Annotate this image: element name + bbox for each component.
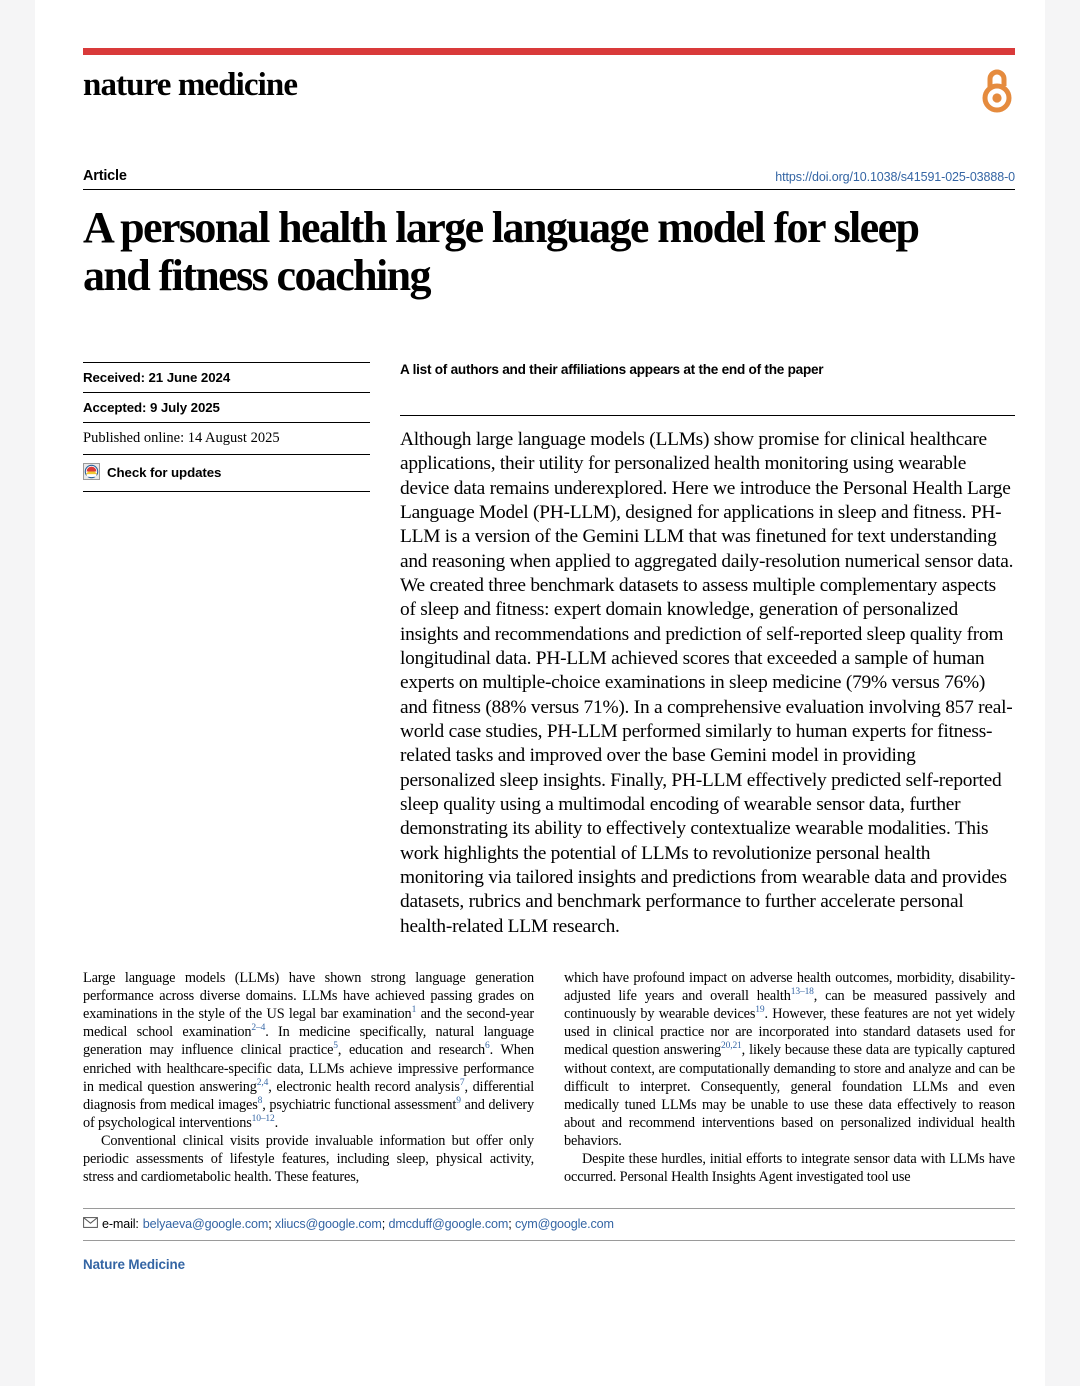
citation-ref[interactable]: 10–12 (251, 1113, 275, 1124)
email-link[interactable]: cym@google.com (514, 1217, 614, 1232)
body-column-gap (534, 969, 564, 1186)
abstract-column (400, 362, 1015, 939)
email-label: e-mail: (102, 1217, 139, 1232)
citation-ref[interactable]: 8 (257, 1095, 263, 1106)
journal-logo[interactable]: nature medicine (83, 67, 298, 103)
citation-ref[interactable]: 2,4 (256, 1077, 269, 1088)
envelope-icon (83, 1217, 98, 1231)
correspondence-line (83, 1209, 1015, 1240)
email-link[interactable]: xliucs@google.com (274, 1217, 382, 1232)
body-columns (83, 969, 1015, 1186)
publication-history (83, 362, 370, 939)
column-gap (370, 362, 400, 939)
abstract-text: Although large language models (LLMs) show promise for clinical healthcare applications, their utility for personalized health monitoring using wearable device data remains underexplored. Here we introduce the Personal Health Large Language Model (PH-LLM), designed for applications in sleep and fitness. PH-LLM is a version of the Gemini LLM that was finetuned for text understanding and reasoning when applied to aggregated daily-resolution numerical sensor data. We created three benchmark datasets to assess multiple complementary aspects of sleep and fitness: expert domain knowledge, generation of personalized insights and recommendations and prediction of self-reported sleep quality from longitudinal data. PH-LLM achieved scores that exceeded a sample of human experts on multiple-choice examinations in sleep medicine (79% versus 76%) and fitness (88% versus 71%). In a comprehensive evaluation involving 857 real-world case studies, PH-LLM performed similarly to human experts for fitness-related tasks and improved over the base Gemini model in providing personalized sleep insights. Finally, PH-LLM effectively predicted self-reported sleep quality using a multimodal encoding of wearable sensor data, further demonstrating its ability to effectively contextualize wearable modalities. This work highlights the potential of LLMs to revolutionize personal health monitoring via tailored insights and predictions from wearable data and provides datasets, rubrics and benchmark performance to further accelerate personal health-related LLM research. (400, 428, 1014, 937)
citation-ref[interactable]: 6 (485, 1041, 490, 1052)
meta-divider-bottom (83, 491, 370, 492)
citation-ref[interactable]: 2–4 (251, 1023, 266, 1034)
body-column-right (564, 969, 1015, 1186)
email-list: belyaeva@google.com; xliucs@google.com; dmcduff@google.com; cym@google.com (142, 1217, 614, 1232)
citation-ref[interactable]: 7 (459, 1077, 465, 1088)
open-access-lock-icon[interactable] (979, 67, 1015, 120)
article-type-label: Article (83, 168, 127, 184)
body-paragraph: Large language models (LLMs) have shown strong language generation performance across diverse domains. LLMs have achieved passing grades on examinations in the style of the US legal bar examination$^1$ and the second-year medical school examination$^{2-4}$. In medicine specifically, natural language generation may influence clinical practice$^5$, education and research$^6$. When enriched with healthcare-specific data, LLMs achieve impressive performance in medical question answering$^{2,4}$, electronic health record analysis$^7$, differential diagnosis from medical images$^8$, psychiatric functional assessment$^9$ and delivery of psychological interventions$^{10-12}$. (83, 970, 535, 1131)
email-link[interactable]: belyaeva@google.com (142, 1217, 269, 1232)
check-for-updates-label: Check for updates (107, 465, 222, 481)
masthead (83, 65, 1015, 120)
meta-abstract-columns (83, 362, 1015, 939)
citation-ref[interactable]: 9 (456, 1095, 461, 1106)
header-divider (83, 189, 1015, 190)
citation-ref[interactable]: 1 (411, 1005, 417, 1016)
citation-ref[interactable]: 19 (755, 1005, 765, 1016)
published-date: Published online: 14 August 2025 (83, 429, 280, 446)
body-column-left (83, 969, 534, 1186)
body-paragraph: which have profound impact on adverse health outcomes, morbidity, disability-adjusted life years and overall health$^{13-18}$, can be measured passively and continuously by wearable devices$^{19}$. However, these features are not yet widely used in clinical practice nor are incorporated into standard datasets used for medical question answering$^{20,21}$, likely because these data are typically captured without context, are computationally demanding to store and analyze and can be difficult to interpret. Consequently, general foundation LLMs and even medically tuned LLMs may be unable to use these data effectively to reason about and recommend interventions based on personalized individual health behaviors. (564, 970, 1015, 1149)
body-paragraph: Despite these hurdles, initial efforts to integrate sensor data with LLMs have occurred. Personal Health Insights Agent investigated tool use (564, 1150, 1015, 1185)
email-link[interactable]: dmcduff@google.com (388, 1217, 509, 1232)
body-paragraph: Conventional clinical visits provide invaluable information but offer only periodic assessments of lifestyle features, including sleep, physical activity, stress and cardiometabolic health. These features, (83, 1132, 534, 1185)
page-title: A personal health large language model for sleep and fitness coaching (83, 203, 919, 300)
citation-ref[interactable]: 5 (333, 1041, 338, 1052)
journal-footer-name[interactable]: Nature Medicine (83, 1257, 185, 1273)
accepted-date: Accepted: 9 July 2025 (83, 399, 220, 415)
check-for-updates-button[interactable] (83, 455, 370, 491)
authors-affiliations-note: A list of authors and their affiliations appears at the end of the paper (400, 361, 824, 377)
citation-ref[interactable]: 20,21 (721, 1041, 742, 1052)
received-date: Received: 21 June 2024 (83, 369, 231, 385)
citation-ref[interactable]: 13–18 (790, 987, 814, 998)
crossmark-icon (83, 463, 100, 483)
article-page (35, 0, 1045, 1386)
page-content (83, 0, 1015, 1272)
doi-link[interactable]: https://doi.org/10.1038/s41591-025-03888-0 (775, 170, 1015, 184)
brand-rule (83, 48, 1015, 55)
article-meta-line (83, 168, 1015, 189)
